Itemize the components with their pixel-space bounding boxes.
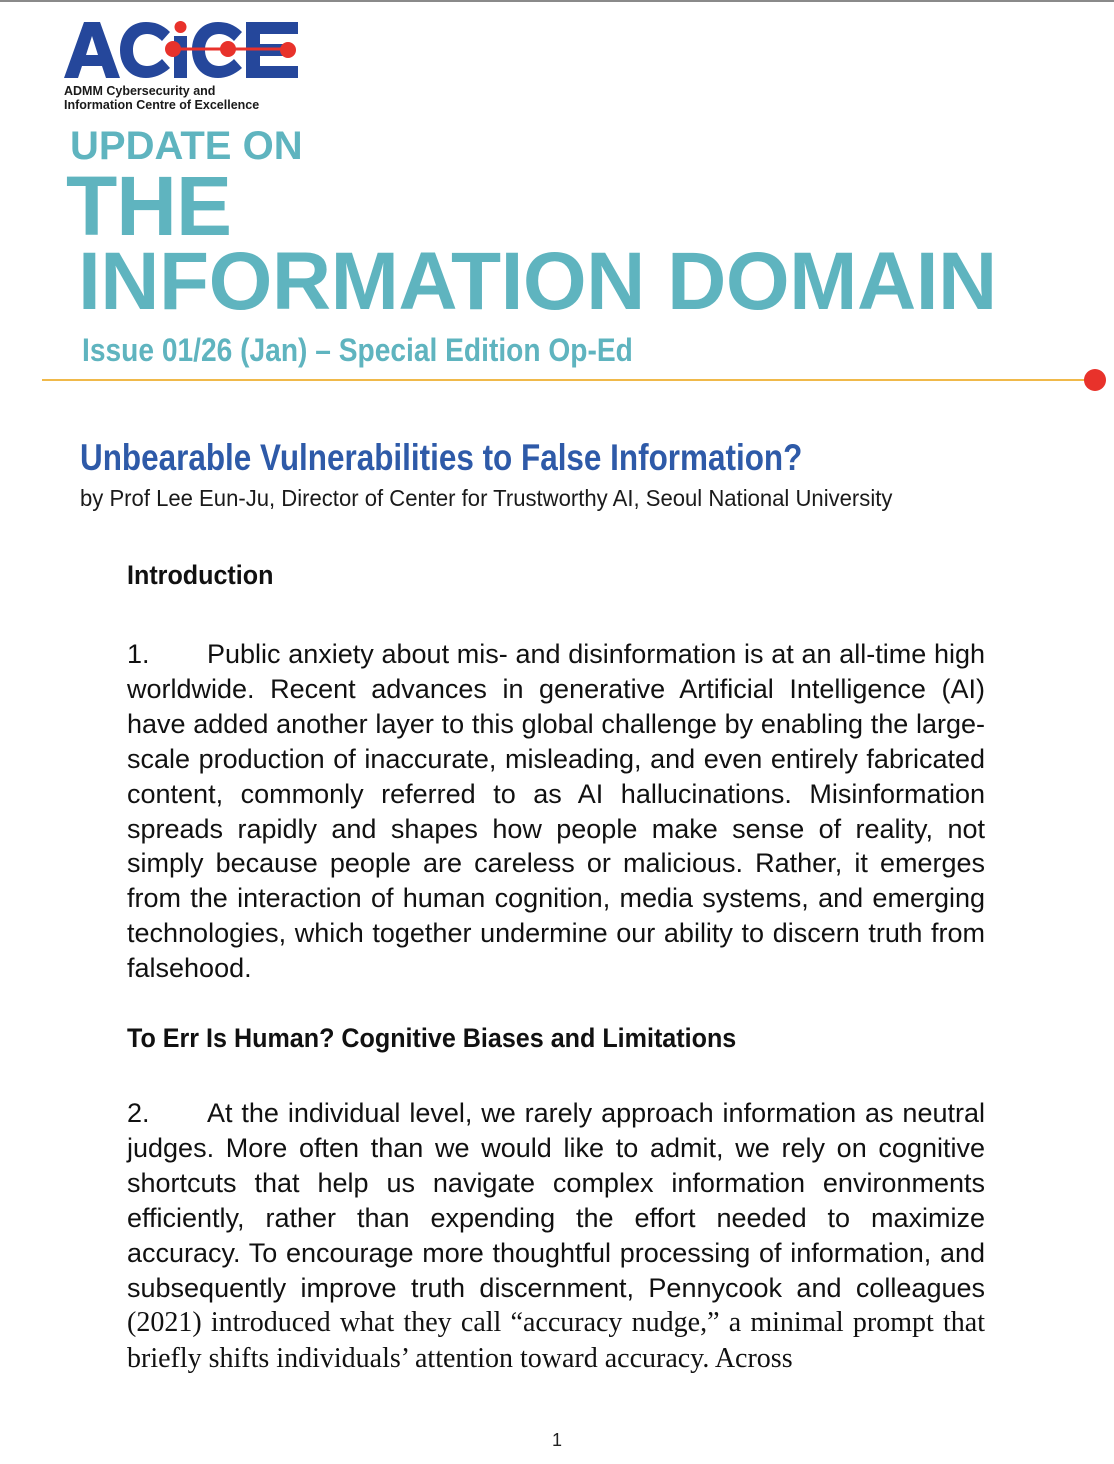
masthead-information-domain: INFORMATION DOMAIN bbox=[78, 236, 997, 327]
section-heading-cognitive-biases: To Err Is Human? Cognitive Biases and Limitations bbox=[127, 1023, 737, 1053]
paragraph-2 bbox=[127, 1096, 985, 1377]
paragraph-text-serif: (2021) introduced what they call “accuracy nudge,” a minimal prompt that briefly shifts individuals’ attention toward accuracy. Across bbox=[127, 1307, 985, 1375]
divider-dot bbox=[1084, 369, 1106, 391]
acice-logo-mark bbox=[62, 18, 302, 84]
logo-subtitle bbox=[64, 84, 259, 112]
logo-subtitle-line2: Information Centre of Excellence bbox=[64, 98, 260, 112]
header-divider bbox=[42, 379, 1092, 381]
paragraph-text: At the individual level, we rarely approach information as neutral judges. More often than we would like to admit, we rely on cognitive shortcuts that help us navigate complex information environments efficiently, rather than expending the effort needed to maximize accuracy. To encourage more thoughtful processing of information, and subsequently improve truth discernment, Pennycook and colleagues bbox=[127, 1098, 985, 1303]
logo-letter-a bbox=[64, 22, 120, 78]
article-title: Unbearable Vulnerabilities to False Information? bbox=[80, 437, 803, 478]
top-rule bbox=[0, 0, 1114, 2]
paragraph-1 bbox=[127, 637, 985, 986]
paragraph-number: 1. bbox=[127, 639, 150, 669]
masthead-the: THE bbox=[66, 159, 231, 253]
logo-dot-4 bbox=[165, 41, 181, 57]
logo-subtitle-line1: ADMM Cybersecurity and bbox=[64, 84, 216, 98]
acice-logo bbox=[62, 18, 302, 118]
logo-letter-c1 bbox=[120, 22, 170, 78]
masthead-update-on: UPDATE ON bbox=[70, 124, 303, 168]
section-heading-introduction: Introduction bbox=[127, 560, 274, 590]
article-byline: by Prof Lee Eun-Ju, Director of Center for Trustworthy AI, Seoul National University bbox=[80, 485, 893, 511]
page-number: 1 bbox=[551, 1430, 562, 1450]
paragraph-number: 2. bbox=[127, 1098, 150, 1128]
paragraph-text: Public anxiety about mis- and disinformation is at an all-time high worldwide. Recent advances in generative Artificial Intelligence (AI) have added another layer to this global challenge by enabling the large-scale production of inaccurate, misleading, and even entirely fabricated content, commonly referred to as AI hallucinations. Misinformation spreads rapidly and shapes how people make sense of reality, not simply because people are careless or malicious. Rather, it emerges from the interaction of human cognition, media systems, and emerging technologies, which together undermine our ability to discern truth from falsehood. bbox=[127, 639, 985, 984]
logo-dot-1 bbox=[175, 21, 187, 33]
issue-label: Issue 01/26 (Jan) – Special Edition Op-Ed bbox=[82, 332, 633, 368]
